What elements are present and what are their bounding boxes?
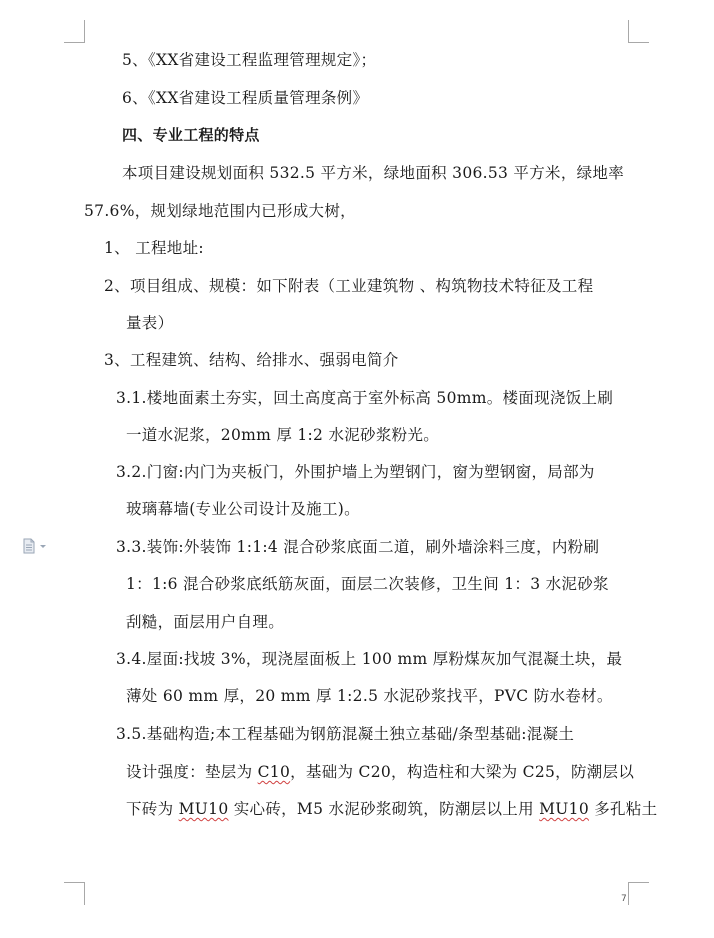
spellcheck-flagged-word[interactable]: C10 bbox=[257, 763, 291, 781]
section-heading: 四、专业工程的特点 bbox=[122, 126, 260, 144]
text-line: 3.1.楼地面素土夯实，回土高度高于室外标高 50mm。楼面现浇饭上刷 bbox=[116, 389, 614, 407]
crop-mark-bottom-left bbox=[64, 882, 85, 905]
text-line: 本项目建设规划面积 532.5 平方米，绿地面积 306.53 平方米，绿地率 bbox=[122, 164, 625, 182]
text-line: 3.4.屋面:找坡 3%，现浇屋面板上 100 mm 厚粉煤灰加气混凝土块，最 bbox=[116, 650, 623, 668]
text-run: 设计强度：垫层为 bbox=[126, 763, 258, 781]
document-icon[interactable] bbox=[22, 538, 50, 554]
text-run: 实心砖，M5 水泥砂浆砌筑，防潮层以上用 bbox=[228, 800, 540, 818]
text-line: 3、工程建筑、结构、给排水、强弱电简介 bbox=[104, 351, 399, 369]
spellcheck-flagged-word[interactable]: MU10 bbox=[178, 800, 229, 818]
text-line: 5、《XX省建设工程监理管理规定》； bbox=[122, 51, 377, 69]
text-line: 薄处 60 mm 厚，20 mm 厚 1:2.5 水泥砂浆找平，PVC 防水卷材。 bbox=[126, 687, 613, 705]
text-line: 量表） bbox=[126, 314, 174, 332]
text-line: 57.6%，规划绿地范围内已形成大树， bbox=[84, 202, 356, 220]
text-line bbox=[126, 762, 634, 782]
text-line: 1：1:6 混合砂浆底纸筋灰面，面层二次装修，卫生间 1：3 水泥砂浆 bbox=[126, 575, 609, 593]
text-run: 多孔粘土 bbox=[588, 800, 658, 818]
text-line: 3.5.基础构造;本工程基础为钢筋混凝土独立基础/条型基础:混凝土 bbox=[116, 725, 575, 743]
text-run: ，基础为 C20，构造柱和大梁为 C25，防潮层以 bbox=[290, 763, 635, 781]
text-line: 1、 工程地址: bbox=[104, 239, 204, 257]
text-line: 3.3.装饰:外装饰 1:1:4 混合砂浆底面二道，刷外墙涂料三度，内粉刷 bbox=[116, 538, 600, 556]
crop-mark-top-left bbox=[64, 20, 85, 43]
spellcheck-flagged-word[interactable]: MU10 bbox=[539, 800, 589, 818]
text-line: 一道水泥浆，20mm 厚 1:2 水泥砂浆粉光。 bbox=[126, 426, 440, 444]
page-number: 7 bbox=[621, 894, 627, 904]
crop-mark-bottom-right bbox=[628, 882, 649, 905]
text-line: 6、《XX省建设工程质量管理条例》 bbox=[122, 89, 369, 107]
text-line bbox=[126, 799, 657, 819]
text-line: 2、项目组成、规模：如下附表（工业建筑物 、构筑物技术特征及工程 bbox=[104, 277, 594, 295]
text-line: 玻璃幕墙(专业公司设计及施工)。 bbox=[126, 500, 360, 518]
crop-mark-top-right bbox=[628, 20, 649, 43]
text-line: 3.2.门窗:内门为夹板门，外围护墙上为塑钢门，窗为塑钢窗，局部为 bbox=[116, 463, 595, 481]
text-line: 刮糙，面层用户自理。 bbox=[126, 613, 285, 631]
text-run: 下砖为 bbox=[126, 800, 179, 818]
